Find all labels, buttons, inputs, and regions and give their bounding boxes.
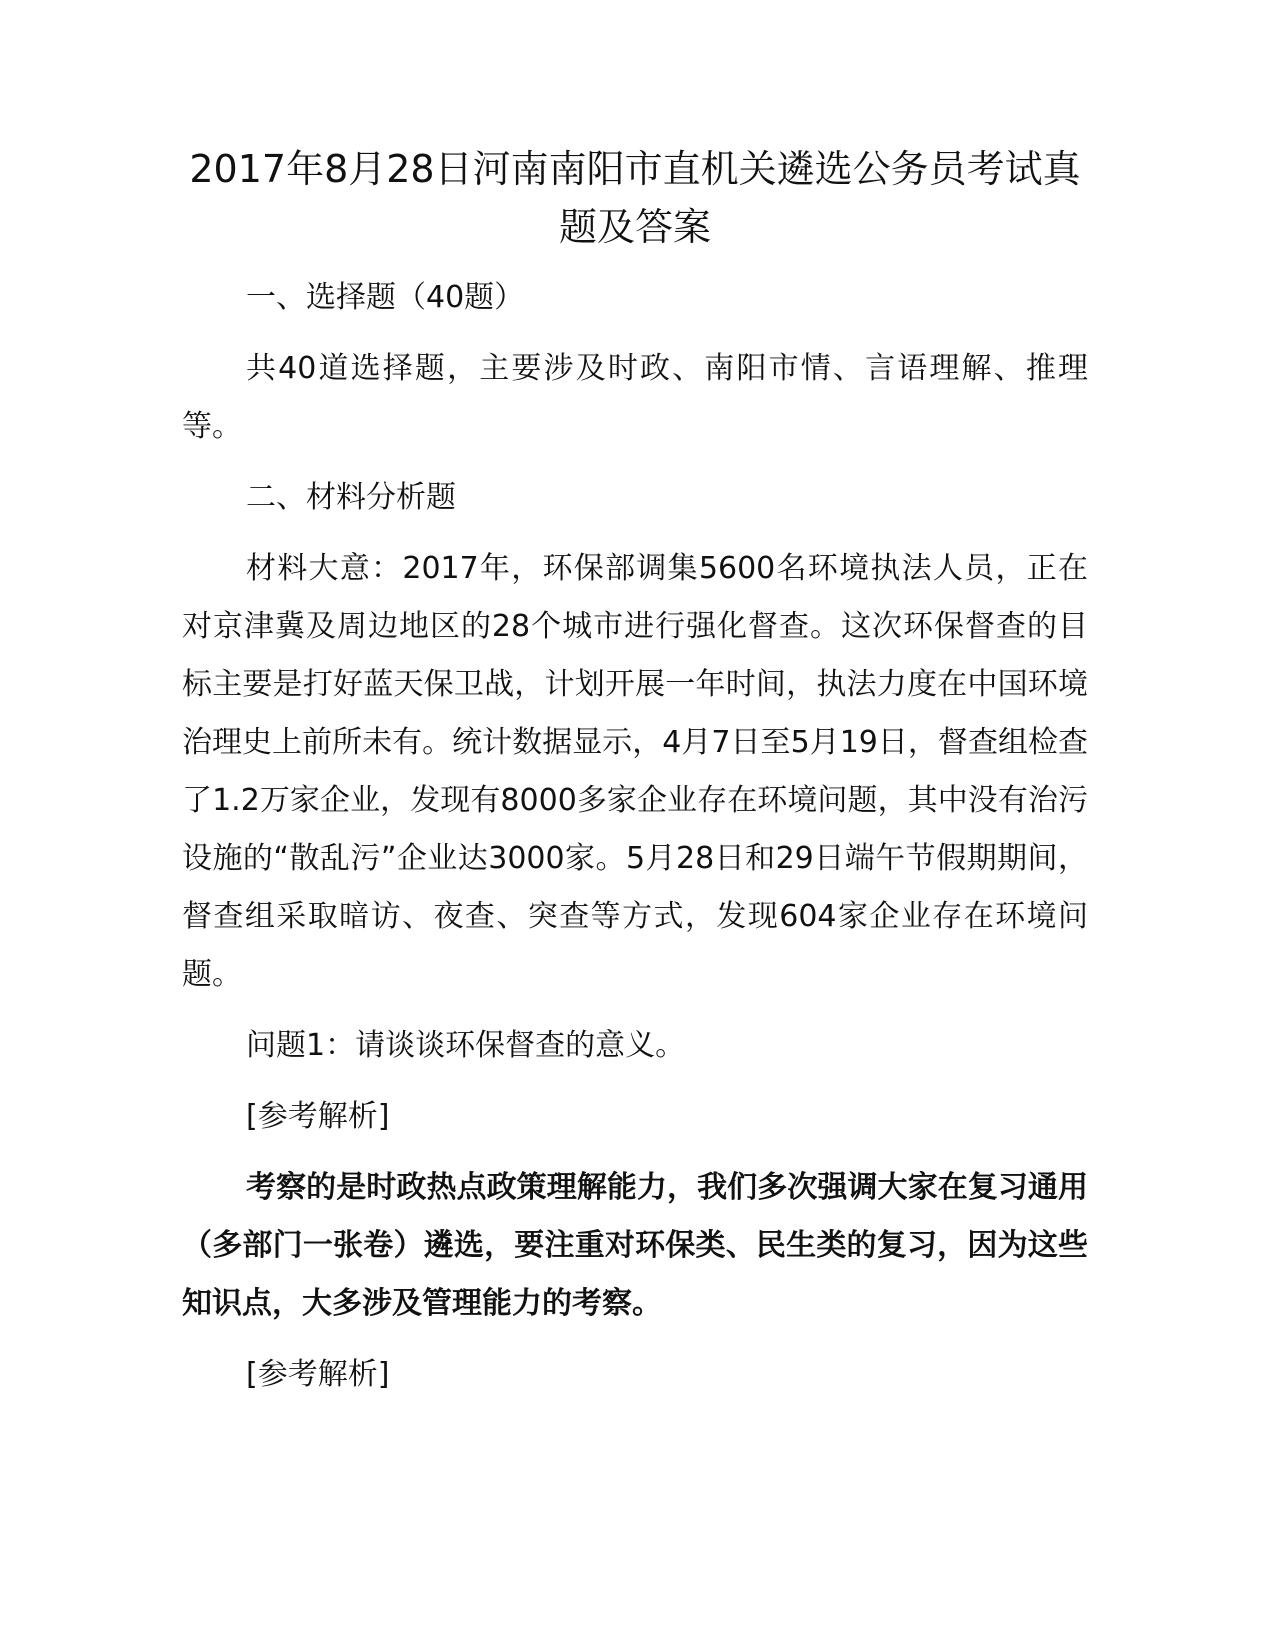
reference-analysis-heading: [参考解析] [246, 1099, 390, 1134]
section-heading-choice: 一、选择题（40题） [246, 280, 525, 315]
question-1: 问题1：请谈谈环保督查的意义。 [246, 1028, 686, 1063]
section-heading-material: 二、材料分析题 [246, 480, 456, 515]
material-summary: 材料大意：2017年，环保部调集5600名环境执法人员，正在对京津冀及周边地区的28个城市进行强化督查。这次环保督查的目标主要是打好蓝天保卫战，计划开展一年时间，执法力度在中国环境治理史上前所未有。统计数据显示，4月7日至5月19日，督查组检查了1.2万家企业，发现有8000多家企业存在环境问题，其中没有治污设施的“散乱污”企业达3000家。5月28日和29日端午节假期期间，督查组采取暗访、夜查、突查等方式，发现604家企业存在环境问题。 [182, 551, 1088, 992]
document-page [182, 140, 1088, 1417]
reference-analysis-text: 考察的是时政热点政策理解能力，我们多次强调大家在复习通用（多部门一张卷）遴选，要注重对环保类、民生类的复习，因为这些知识点，大多涉及管理能力的考察。 [182, 1170, 1088, 1321]
reference-analysis-heading-2: [参考解析] [246, 1357, 390, 1392]
document-title: 2017年8月28日河南南阳市直机关遴选公务员考试真题及答案 [189, 147, 1081, 249]
choice-description: 共40道选择题，主要涉及时政、南阳市情、言语理解、推理等。 [182, 351, 1088, 444]
